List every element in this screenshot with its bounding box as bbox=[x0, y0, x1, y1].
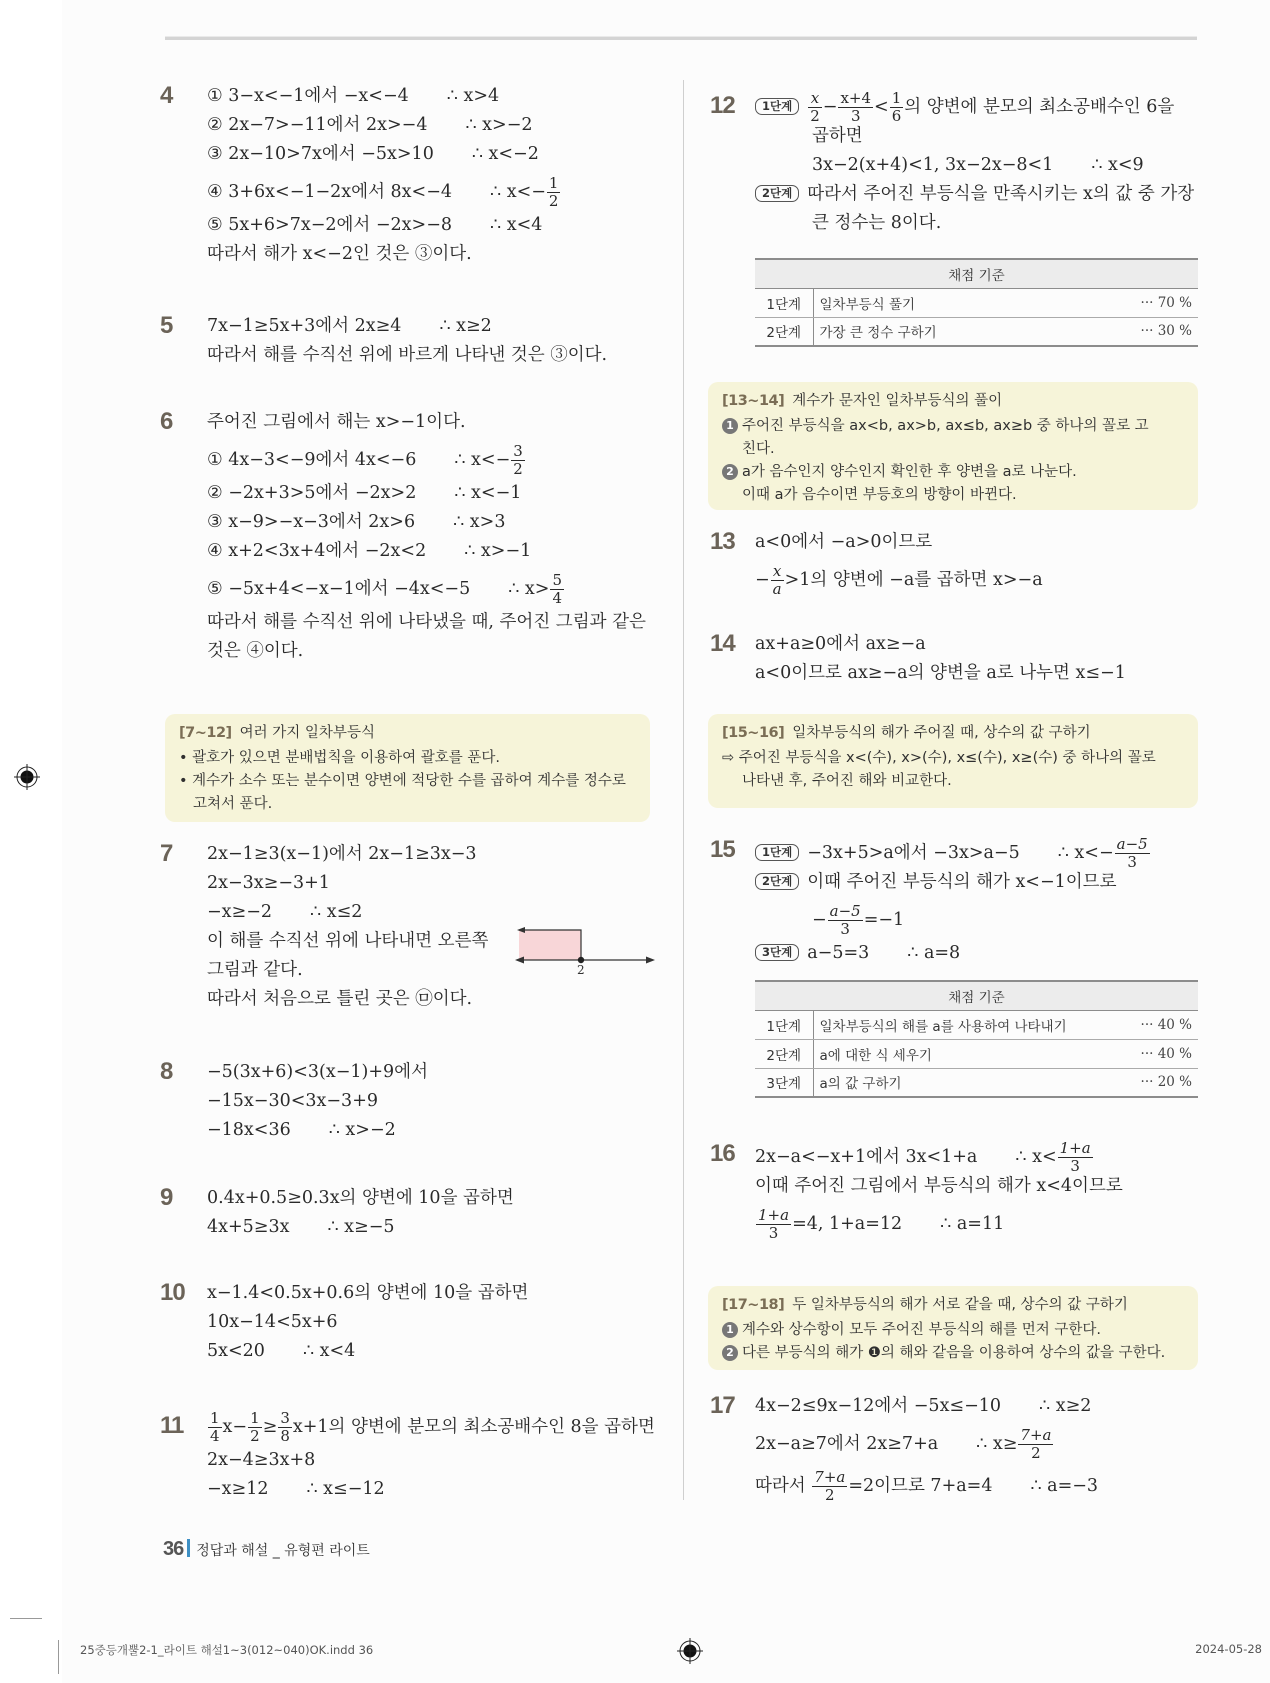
conclusion: 큰 정수는 8이다. bbox=[812, 213, 942, 233]
problem-body bbox=[755, 630, 1126, 688]
fraction: $\frac{x}{a}$ bbox=[772, 562, 782, 598]
step-badge: 1단계 bbox=[755, 98, 799, 115]
fraction: $\frac{1}{2}$ bbox=[250, 1409, 260, 1445]
fraction: $\frac{7+a}{2}$ bbox=[814, 1468, 846, 1504]
solution-line: 따라서 $\frac{7+a}{2}$ =2이므로 7+a=4 ∴ a=−3 bbox=[755, 1468, 1099, 1504]
rubric-header: 채점 기준 bbox=[755, 981, 1198, 1010]
tip-title: [7~12] 여러 가지 일차부등식 bbox=[179, 725, 375, 741]
problem-body bbox=[755, 84, 1194, 238]
page-number: 36 bbox=[163, 1538, 184, 1560]
solution-line: a<0에서 −a>0이므로 bbox=[755, 532, 933, 552]
solution-line: 3단계 a−5=3 ∴ a=8 bbox=[755, 939, 1151, 968]
step-badge: 2단계 bbox=[755, 185, 799, 202]
tip-item: • 괄호가 있으면 분배법칙을 이용하여 괄호를 푼다. bbox=[179, 750, 500, 766]
tip-item: 2 다른 부등식의 해가 ❶의 해와 같음을 이용하여 상수의 값을 구한다. bbox=[722, 1342, 1184, 1365]
fraction: $\frac{5}{4}$ bbox=[552, 571, 562, 607]
top-rule bbox=[165, 36, 1197, 40]
step-badge: 3단계 bbox=[755, 944, 799, 961]
conclusion: 따라서 해를 수직선 위에 나타냈을 때, 주어진 그림과 같은 bbox=[207, 612, 646, 632]
fraction: $\frac{1+a}{3}$ bbox=[758, 1206, 790, 1242]
rubric-row: 1단계 일차부등식 풀기 ··· 70 % bbox=[755, 288, 1198, 317]
solution-line: 3x−2(x+4)<1, 3x−2x−8<1 ∴ x<9 bbox=[812, 155, 1144, 175]
fraction: $\frac{1}{2}$ bbox=[548, 174, 559, 210]
rubric-row: 2단계 a에 대한 식 세우기 ··· 40 % bbox=[755, 1039, 1198, 1068]
conclusion: 따라서 해를 수직선 위에 바르게 나타낸 것은 ③이다. bbox=[207, 345, 608, 365]
problem-number: 6 bbox=[160, 408, 173, 435]
solution-line: 이때 주어진 그림에서 부등식의 해가 x<4이므로 bbox=[755, 1176, 1123, 1196]
step-number-icon: 2 bbox=[722, 464, 738, 480]
tip-title: [15~16] 일차부등식의 해가 주어질 때, 상수의 값 구하기 bbox=[722, 725, 1091, 741]
problem-number: 9 bbox=[160, 1184, 173, 1211]
problem-body bbox=[755, 830, 1151, 968]
solution-line: ② −2x+3>5에서 −2x>2 ∴ x<−1 bbox=[207, 483, 522, 503]
problem-number: 4 bbox=[160, 82, 173, 109]
tip-title: [13~14] 계수가 문자인 일차부등식의 풀이 bbox=[722, 393, 1003, 409]
number-line-label: 2 bbox=[577, 963, 585, 976]
explanation: 이 해를 수직선 위에 나타내면 오른쪽 bbox=[207, 931, 489, 951]
footer-accent-bar bbox=[187, 1539, 190, 1557]
tip-box-15-16 bbox=[708, 714, 1198, 808]
solution-line: 5x<20 ∴ x<4 bbox=[207, 1341, 356, 1361]
solution-line: 곱하면 bbox=[812, 126, 863, 146]
solution-line: − $\frac{x}{a}$ >1의 양변에 −a를 곱하면 x>−a bbox=[755, 562, 1043, 598]
number-line-figure bbox=[515, 918, 655, 976]
slug-filename: 25중등개뿔2-1_라이트 해설1~3(012~040)OK.indd 36 bbox=[80, 1643, 374, 1657]
conclusion: 따라서 해가 x<−2인 것은 ③이다. bbox=[207, 244, 472, 264]
solution-line: −5(3x+6)<3(x−1)+9에서 bbox=[207, 1062, 428, 1082]
solution-line: 0.4x+0.5≥0.3x의 양변에 10을 곱하면 bbox=[207, 1188, 514, 1208]
rubric-row: 3단계 a의 값 구하기 ··· 20 % bbox=[755, 1068, 1198, 1097]
solution-line: 2x−1≥3(x−1)에서 2x−1≥3x−3 bbox=[207, 844, 477, 864]
solution-line: 2단계 이때 주어진 부등식의 해가 x<−1이므로 bbox=[755, 868, 1151, 897]
step-badge: 1단계 bbox=[755, 844, 799, 861]
fraction: $\frac{3}{2}$ bbox=[513, 442, 523, 478]
problem-body bbox=[207, 1184, 514, 1242]
problem-number: 5 bbox=[160, 312, 173, 339]
step-number-icon: 2 bbox=[722, 1345, 738, 1361]
tip-item: 1 주어진 부등식을 ax<b, ax>b, ax≤b, ax≥b 중 하나의 꼴로 고 bbox=[722, 415, 1184, 438]
tip-box-7-12 bbox=[165, 714, 650, 822]
step-number-icon: 1 bbox=[722, 1322, 738, 1338]
solution-intro: 주어진 그림에서 해는 x>−1이다. bbox=[207, 412, 466, 432]
solution-line: 2x−4≥3x+8 bbox=[207, 1450, 316, 1470]
solution-line: $\frac{1+a}{3}$ =4, 1+a=12 ∴ a=11 bbox=[758, 1206, 1005, 1242]
problem-body bbox=[207, 312, 607, 370]
solution-line: 2x−a≥7에서 2x≥7+a ∴ x≥ $\frac{7+a}{2}$ bbox=[755, 1426, 1052, 1462]
problem-number: 8 bbox=[160, 1058, 173, 1085]
fraction: $\frac{a-5}{3}$ bbox=[1116, 835, 1148, 871]
solution-line: ④ 3+6x<−1−2x에서 8x<−4 ∴ x<− $\frac{1}{2}$ bbox=[207, 174, 559, 210]
problem-body bbox=[207, 1279, 528, 1366]
problem-number: 10 bbox=[160, 1279, 185, 1306]
problem-body bbox=[207, 1058, 428, 1145]
tip-box-17-18 bbox=[708, 1286, 1198, 1370]
rubric-row: 2단계 가장 큰 정수 구하기 ··· 30 % bbox=[755, 317, 1198, 346]
rubric-header: 채점 기준 bbox=[755, 259, 1198, 288]
problem-body bbox=[207, 408, 646, 666]
solution-line: ⑤ 5x+6>7x−2에서 −2x>−8 ∴ x<4 bbox=[207, 215, 543, 235]
solution-line: a<0이므로 ax≥−a의 양변을 a로 나누면 x≤−1 bbox=[755, 663, 1126, 683]
fraction: $\frac{x}{2}$ bbox=[810, 89, 820, 125]
solution-line: − $\frac{a-5}{3}$ =−1 bbox=[812, 902, 905, 938]
tip-item: 1 계수와 상수항이 모두 주어진 부등식의 해를 먼저 구한다. bbox=[722, 1319, 1184, 1342]
solution-line: 2x−3x≥−3+1 bbox=[207, 873, 330, 893]
tip-item: 이때 a가 음수이면 부등호의 방향이 바뀐다. bbox=[742, 487, 1017, 503]
solution-line: −x≥−2 ∴ x≤2 bbox=[207, 902, 363, 922]
tip-item: ⇨ 주어진 부등식을 x<(수), x>(수), x≤(수), x≥(수) 중 하나의 꼴로 bbox=[722, 750, 1156, 766]
problem-number: 7 bbox=[160, 840, 173, 867]
column-divider bbox=[683, 80, 684, 1500]
problem-number: 13 bbox=[710, 528, 735, 555]
conclusion: 것은 ④이다. bbox=[207, 641, 304, 661]
problem-body bbox=[755, 528, 1043, 598]
solution-line: 2단계 따라서 주어진 부등식을 만족시키는 x의 값 중 가장 bbox=[755, 180, 1194, 209]
fraction: $\frac{3}{8}$ bbox=[280, 1409, 290, 1445]
solution-line: 7x−1≥5x+3에서 2x≥4 ∴ x≥2 bbox=[207, 316, 492, 336]
grading-rubric-12 bbox=[755, 258, 1198, 347]
problem-number: 16 bbox=[710, 1140, 735, 1167]
solution-line: 1단계 −3x+5>a에서 −3x>a−5 ∴ x<− $\frac{a-5}{3}$ bbox=[755, 830, 1151, 868]
solution-line: −18x<36 ∴ x>−2 bbox=[207, 1120, 396, 1140]
solution-line: ④ x+2<3x+4에서 −2x<2 ∴ x>−1 bbox=[207, 541, 532, 561]
explanation: 그림과 같다. bbox=[207, 960, 303, 980]
crop-mark bbox=[58, 1640, 59, 1674]
step-number-icon: 1 bbox=[722, 418, 738, 434]
problem-body bbox=[207, 1404, 655, 1504]
problem-number: 12 bbox=[710, 92, 735, 119]
page-footer bbox=[163, 1538, 370, 1561]
fraction: $\frac{1}{4}$ bbox=[210, 1409, 220, 1445]
problem-number: 14 bbox=[710, 630, 735, 657]
conclusion: 따라서 처음으로 틀린 곳은 ㉤이다. bbox=[207, 989, 473, 1009]
problem-body bbox=[755, 1134, 1123, 1242]
step-badge: 2단계 bbox=[755, 873, 799, 890]
rubric-row: 1단계 일차부등식의 해를 a를 사용하여 나타내기 ··· 40 % bbox=[755, 1010, 1198, 1039]
tip-box-13-14 bbox=[708, 382, 1198, 510]
registration-mark-icon bbox=[677, 1638, 703, 1664]
solution-line: 10x−14<5x+6 bbox=[207, 1312, 338, 1332]
registration-mark-icon bbox=[14, 764, 40, 790]
solution-line: ⑤ −5x+4<−x−1에서 −4x<−5 ∴ x> $\frac{5}{4}$ bbox=[207, 571, 562, 607]
solution-line: ③ x−9>−x−3에서 2x>6 ∴ x>3 bbox=[207, 512, 506, 532]
solution-line: ① 4x−3<−9에서 4x<−6 ∴ x<− $\frac{3}{2}$ bbox=[207, 442, 523, 478]
solution-line: ② 2x−7>−11에서 2x>−4 ∴ x>−2 bbox=[207, 115, 533, 135]
fraction: $\frac{1+a}{3}$ bbox=[1059, 1139, 1091, 1175]
crop-mark bbox=[10, 1618, 42, 1619]
fraction: $\frac{x+4}{3}$ bbox=[840, 89, 872, 125]
solution-line: 1단계 $\frac{x}{2}$ − $\frac{x+4}{3}$ < $\frac{1}{6}$ 의 양변에 분모의 최소공배수인 6을 bbox=[755, 84, 1194, 122]
problem-body bbox=[207, 840, 488, 1014]
problem-number: 15 bbox=[710, 836, 735, 863]
fraction: $\frac{a-5}{3}$ bbox=[829, 902, 861, 938]
tip-item: 나타낸 후, 주어진 해와 비교한다. bbox=[742, 773, 952, 789]
solution-line: x−1.4<0.5x+0.6의 양변에 10을 곱하면 bbox=[207, 1283, 529, 1303]
solution-line: 4x−2≤9x−12에서 −5x≤−10 ∴ x≥2 bbox=[755, 1396, 1092, 1416]
solution-line: ax+a≥0에서 ax≥−a bbox=[755, 634, 926, 654]
problem-number: 17 bbox=[710, 1392, 735, 1419]
grading-rubric-15 bbox=[755, 980, 1198, 1098]
problem-number: 11 bbox=[160, 1412, 184, 1439]
solution-line: −15x−30<3x−3+9 bbox=[207, 1091, 378, 1111]
problem-body bbox=[207, 82, 561, 269]
solution-line: −x≥12 ∴ x≤−12 bbox=[207, 1479, 385, 1499]
solution-line: $\frac{1}{4}$ x− $\frac{1}{2}$ ≥ $\frac{3}{8}$ x+1의 양변에 분모의 최소공배수인 8을 곱하면 bbox=[210, 1409, 655, 1445]
solution-line: ③ 2x−10>7x에서 −5x>10 ∴ x<−2 bbox=[207, 144, 539, 164]
fraction: $\frac{1}{6}$ bbox=[891, 89, 902, 125]
footer-title: 정답과 해설 _ 유형편 라이트 bbox=[196, 1543, 370, 1559]
solution-line: ① 3−x<−1에서 −x<−4 ∴ x>4 bbox=[207, 86, 500, 106]
solution-line: 4x+5≥3x ∴ x≥−5 bbox=[207, 1217, 395, 1237]
solution-line: 2x−a<−x+1에서 3x<1+a ∴ x< $\frac{1+a}{3}$ bbox=[755, 1139, 1091, 1175]
slug-date: 2024-05-28 bbox=[1195, 1642, 1262, 1656]
tip-item: 친다. bbox=[742, 441, 775, 457]
tip-item: • 계수가 소수 또는 분수이면 양변에 적당한 수를 곱하여 계수를 정수로 고쳐서 푼다. bbox=[179, 773, 626, 812]
fraction: $\frac{7+a}{2}$ bbox=[1020, 1426, 1052, 1462]
tip-item: 2 a가 음수인지 양수인지 확인한 후 양변을 a로 나눈다. bbox=[722, 461, 1184, 484]
tip-title: [17~18] 두 일차부등식의 해가 서로 같을 때, 상수의 값 구하기 bbox=[722, 1297, 1128, 1313]
problem-body bbox=[755, 1392, 1099, 1504]
